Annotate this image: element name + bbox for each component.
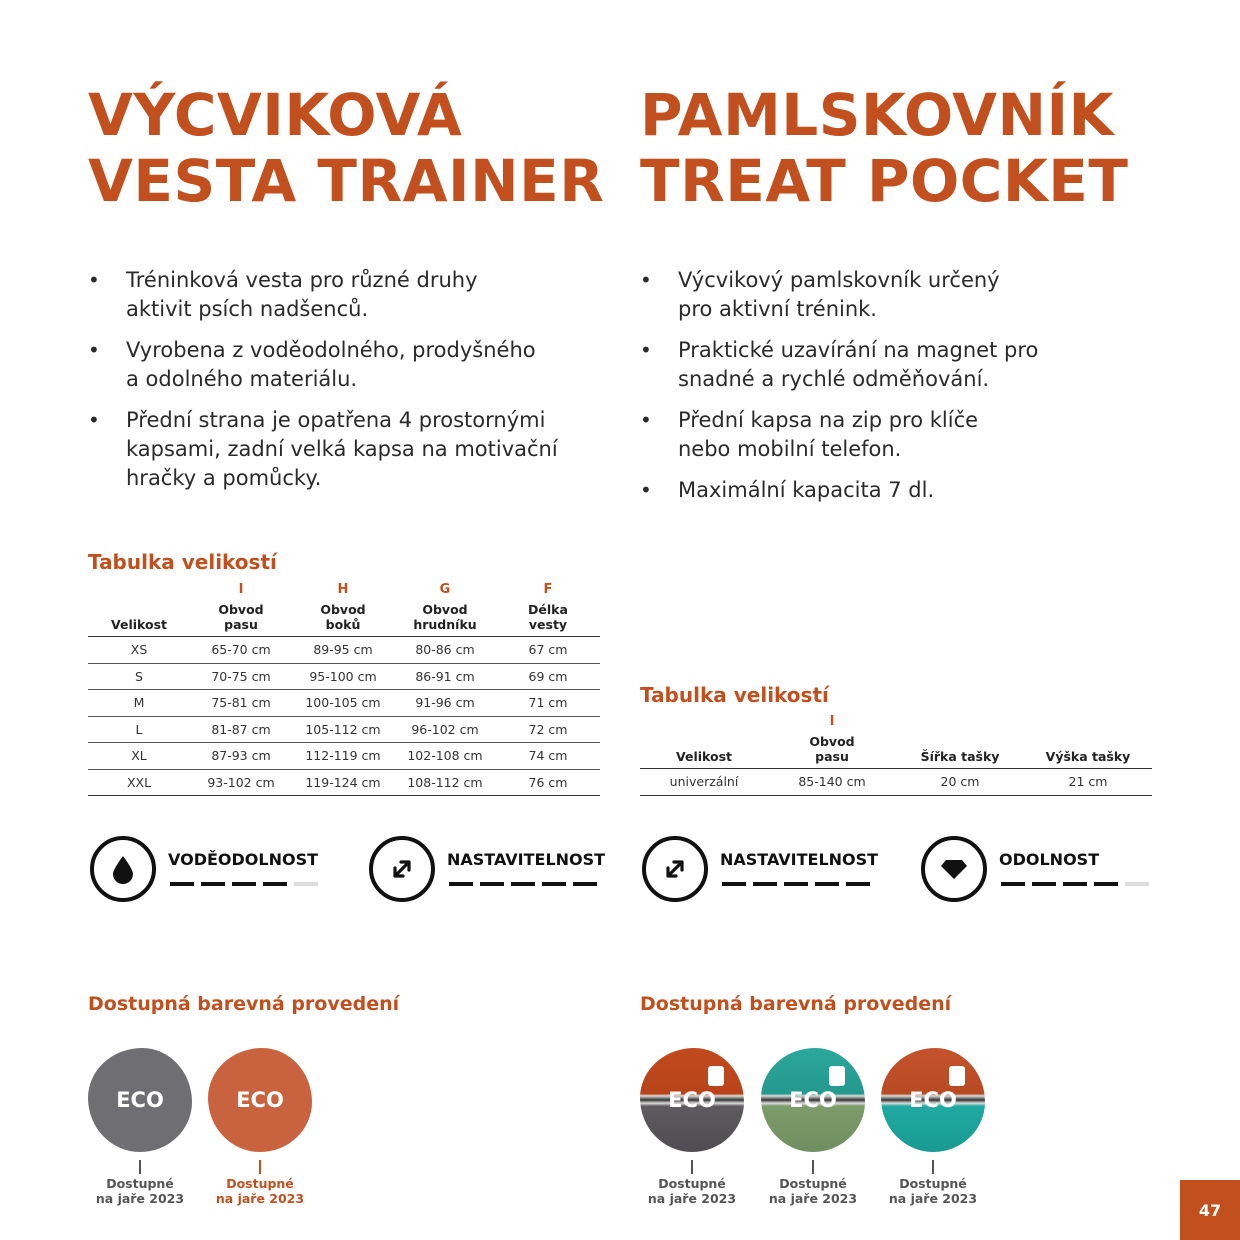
color-variants-title: Dostupná barevná provedení [640,993,952,1015]
rating-dash [263,882,287,886]
rating-adjustability [642,836,882,906]
swatch-blob [881,1048,985,1152]
table-row [88,769,600,796]
cell: 91-96 cm [394,690,496,717]
cell: 108-112 cm [394,769,496,796]
column-header [88,582,190,637]
header-text: Obvod [320,602,366,617]
rating-dash [170,882,194,886]
cell: 76 cm [496,769,600,796]
table-row [88,690,600,717]
eco-label: ECO [116,1088,164,1112]
divider [812,1160,814,1174]
title-line: VESTA TRAINER [88,147,605,215]
cell: M [88,690,190,717]
rating-dash [753,882,777,886]
eco-label: ECO [789,1088,837,1112]
availability-note [881,1176,985,1206]
size-table [640,714,1152,796]
feature-list [88,266,588,505]
availability-note [761,1176,865,1206]
water-drop-icon [90,836,156,902]
rating-bar [1001,882,1149,886]
column-header [896,714,1024,769]
availability-text: na jaře 2023 [95,1191,185,1206]
cell: 112-119 cm [292,743,394,770]
color-swatch-teal-green[interactable] [761,1048,865,1206]
availability-note [208,1176,312,1206]
divider [932,1160,934,1174]
rating-adjustability [369,836,609,906]
rating-dash [1001,882,1025,886]
cell: XL [88,743,190,770]
availability-text: na jaře 2023 [215,1191,305,1206]
cell: 86-91 cm [394,663,496,690]
swatch-blob [761,1048,865,1152]
rating-label: ODOLNOST [999,850,1100,869]
rating-bar [449,882,597,886]
column-header [1024,714,1152,769]
column-letter: H [337,582,349,597]
table-header-row [88,582,600,637]
availability-text: Dostupné [226,1176,294,1191]
resize-arrows-icon [642,836,708,902]
rating-dash [784,882,808,886]
product-title-vest [88,82,604,214]
cell: 21 cm [1024,769,1152,796]
header-text: Obvod [809,734,855,749]
header-text: vesty [528,617,568,632]
cell: 69 cm [496,663,600,690]
rating-dash [815,882,839,886]
availability-text: Dostupné [899,1176,967,1191]
rating-label: VODĚODOLNOST [168,850,319,869]
swatch-blob [208,1048,312,1152]
column-letter: I [238,582,244,597]
availability-text: Dostupné [106,1176,174,1191]
rating-dash [1125,882,1149,886]
list-item: • Vyrobena z voděodolného, prodyšného a odolného materiálu. [88,336,548,394]
rating-waterproof [90,836,330,906]
rating-bar [722,882,870,886]
color-swatch-grey[interactable] [88,1048,192,1206]
column-header [394,582,496,637]
cell: 81-87 cm [190,716,292,743]
rating-dash [722,882,746,886]
size-table-title: Tabulka velikostí [640,683,829,707]
list-item: • Výcvikový pamlskovník určený pro aktivní trénink. [640,266,1040,324]
rating-dash [294,882,318,886]
eco-label: ECO [668,1088,716,1112]
cell: L [88,716,190,743]
rating-dash [449,882,473,886]
availability-note [640,1176,744,1206]
divider [139,1160,141,1174]
cell: 74 cm [496,743,600,770]
eco-label: ECO [909,1088,957,1112]
rating-dash [511,882,535,886]
table-row [640,769,1152,796]
cell: 119-124 cm [292,769,394,796]
availability-text: na jaře 2023 [647,1191,737,1206]
column-header [640,714,768,769]
color-swatch-orange-teal[interactable] [881,1048,985,1206]
header-text: Velikost [110,617,168,632]
swatch-blob [88,1048,192,1152]
cell: univerzální [640,769,768,796]
title-line: PAMLSKOVNÍK [640,81,1115,149]
rating-dash [846,882,870,886]
cell: 85-140 cm [768,769,896,796]
header-text: Výška tašky [1045,749,1131,764]
cell: 72 cm [496,716,600,743]
feature-list [640,266,1140,517]
cell: 87-93 cm [190,743,292,770]
rating-label: NASTAVITELNOST [720,850,879,869]
column-header [496,582,600,637]
cell: 96-102 cm [394,716,496,743]
rating-dash [1094,882,1118,886]
cell: XS [88,637,190,664]
logo-tag-icon [708,1066,724,1086]
cell: 80-86 cm [394,637,496,664]
rating-dash [573,882,597,886]
cell: 67 cm [496,637,600,664]
swatch-blob [640,1048,744,1152]
header-text: Šířka tašky [920,749,1000,764]
cell: 65-70 cm [190,637,292,664]
eco-label: ECO [236,1088,284,1112]
list-item: • Přední kapsa na zip pro klíče nebo mobilní telefon. [640,406,1000,464]
table-header-row [640,714,1152,769]
logo-tag-icon [949,1066,965,1086]
cell: 102-108 cm [394,743,496,770]
cell: 95-100 cm [292,663,394,690]
table-row [88,716,600,743]
rating-label: NASTAVITELNOST [447,850,606,869]
header-text: pasu [224,617,258,632]
cell: XXL [88,769,190,796]
list-item: • Přední strana je opatřena 4 prostornými kapsami, zadní velká kapsa na motivační hračky a pomůcky. [88,406,558,493]
cell: 70-75 cm [190,663,292,690]
color-swatch-orange-grey[interactable] [640,1048,744,1206]
rating-dash [201,882,225,886]
table-row [88,743,600,770]
rating-bar [170,882,318,886]
column-header [292,582,394,637]
color-variants-title: Dostupná barevná provedení [88,993,400,1015]
header-text: hrudníku [413,617,477,632]
column-header [190,582,292,637]
availability-text: na jaře 2023 [768,1191,858,1206]
color-swatch-orange[interactable] [208,1048,312,1206]
header-text: pasu [815,749,849,764]
header-text: Obvod [218,602,264,617]
table-row [88,663,600,690]
rating-dash [542,882,566,886]
product-title-treat-pocket [640,82,1129,214]
page-number: 47 [1180,1180,1240,1240]
cell: 100-105 cm [292,690,394,717]
resize-arrows-icon [369,836,435,902]
column-letter: I [829,714,835,729]
cell: 20 cm [896,769,1024,796]
header-text: Obvod [422,602,468,617]
logo-tag-icon [829,1066,845,1086]
rating-dash [232,882,256,886]
cell: 93-102 cm [190,769,292,796]
availability-note [88,1176,192,1206]
cell: 105-112 cm [292,716,394,743]
divider [259,1160,261,1174]
cell: 75-81 cm [190,690,292,717]
header-text: Velikost [675,749,733,764]
header-text: boků [325,617,361,632]
availability-text: Dostupné [779,1176,847,1191]
size-table [88,582,600,796]
availability-text: na jaře 2023 [888,1191,978,1206]
cell: 89-95 cm [292,637,394,664]
list-item: • Tréninková vesta pro různé druhy aktivit psích nadšenců. [88,266,488,324]
column-letter: F [543,582,553,597]
divider [691,1160,693,1174]
title-line: TREAT POCKET [640,147,1129,215]
diamond-icon [921,836,987,902]
column-header [768,714,896,769]
list-item: • Maximální kapacita 7 dl. [640,476,1140,505]
rating-dash [1063,882,1087,886]
rating-dash [1032,882,1056,886]
header-text: Délka [528,602,568,617]
rating-durability [921,836,1161,906]
list-item: • Praktické uzavírání na magnet pro snadné a rychlé odměňování. [640,336,1060,394]
size-table-title: Tabulka velikostí [88,550,277,574]
rating-dash [480,882,504,886]
table-row [88,637,600,664]
title-line: VÝCVIKOVÁ [88,81,463,149]
cell: 71 cm [496,690,600,717]
cell: S [88,663,190,690]
column-letter: G [439,582,451,597]
availability-text: Dostupné [658,1176,726,1191]
